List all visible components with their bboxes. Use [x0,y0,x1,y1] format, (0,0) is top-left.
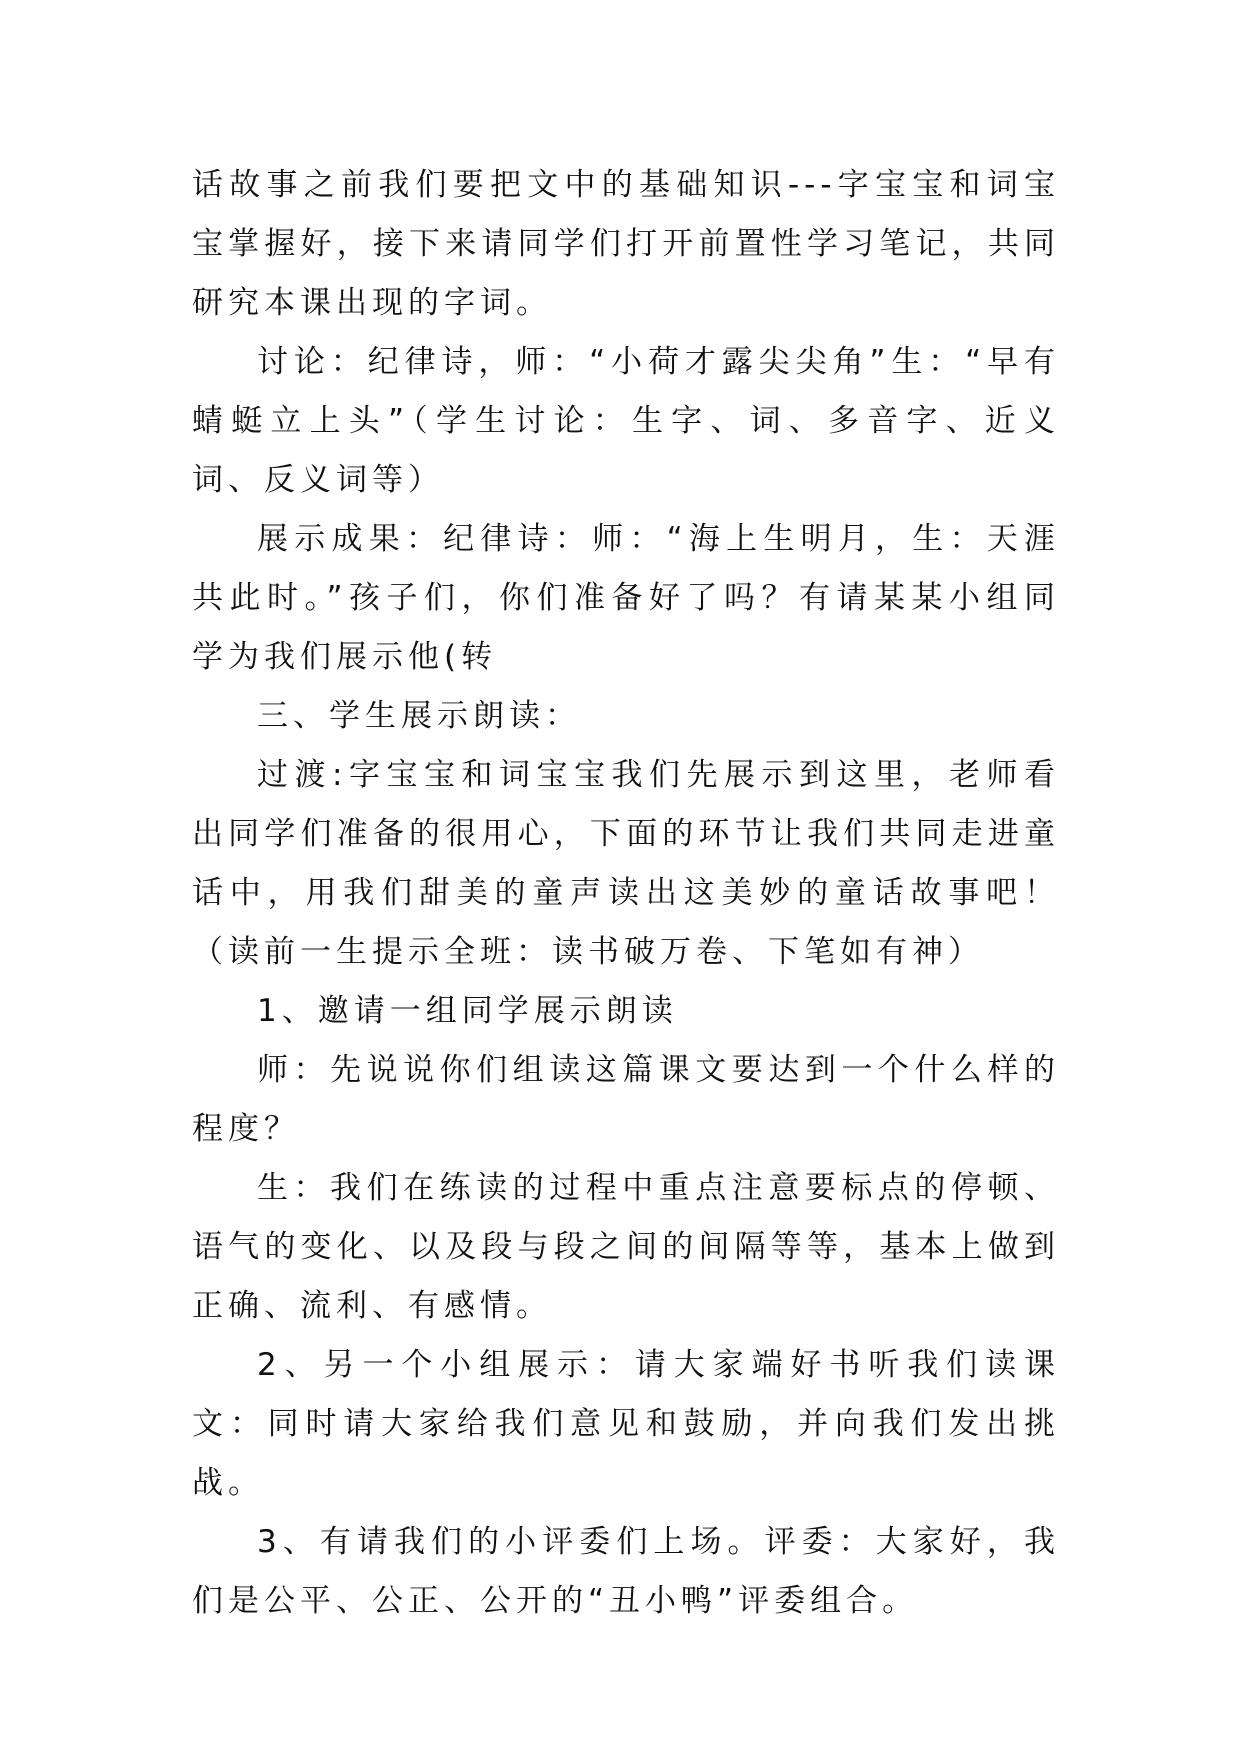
paragraph-step-3: 3、有请我们的小评委们上场。评委：大家好，我们是公平、公正、公开的“丑小鸭”评委组合。 [192,1524,1060,1619]
paragraph-show-results: 展示成果：纪律诗：师：“海上生明月，生：天涯共此时。”孩子们，你们准备好了吗？有请某某小组同学为我们展示他(转 [192,521,1060,675]
paragraph-transition: 过渡:字宝宝和词宝宝我们先展示到这里，老师看出同学们准备的很用心，下面的环节让我们共同走进童话中，用我们甜美的童声读出这美妙的童话故事吧！（读前一生提示全班：读书破万卷、下笔如有神） [192,757,1060,970]
paragraph-step-1: 1、邀请一组同学展示朗读 [257,993,678,1029]
paragraph-continuation: 话故事之前我们要把文中的基础知识---字宝宝和词宝宝掌握好，接下来请同学们打开前置性学习笔记，共同研究本课出现的字词。 [192,167,1060,321]
document-body [192,156,1060,1631]
paragraph-teacher-question: 师：先说说你们组读这篇课文要达到一个什么样的程度？ [192,1052,1060,1147]
paragraph-step-2: 2、另一个小组展示：请大家端好书听我们读课文：同时请大家给我们意见和鼓励，并向我们发出挑战。 [192,1347,1060,1501]
section-heading-reading: 三、学生展示朗读： [257,698,581,734]
paragraph-student-answer: 生：我们在练读的过程中重点注意要标点的停顿、语气的变化、以及段与段之间的间隔等等，基本上做到正确、流利、有感情。 [192,1170,1060,1324]
paragraph-discussion: 讨论：纪律诗，师：“小荷才露尖尖角”生：“早有蜻蜓立上头”（学生讨论：生字、词、多音字、近义词、反义词等） [192,344,1060,498]
